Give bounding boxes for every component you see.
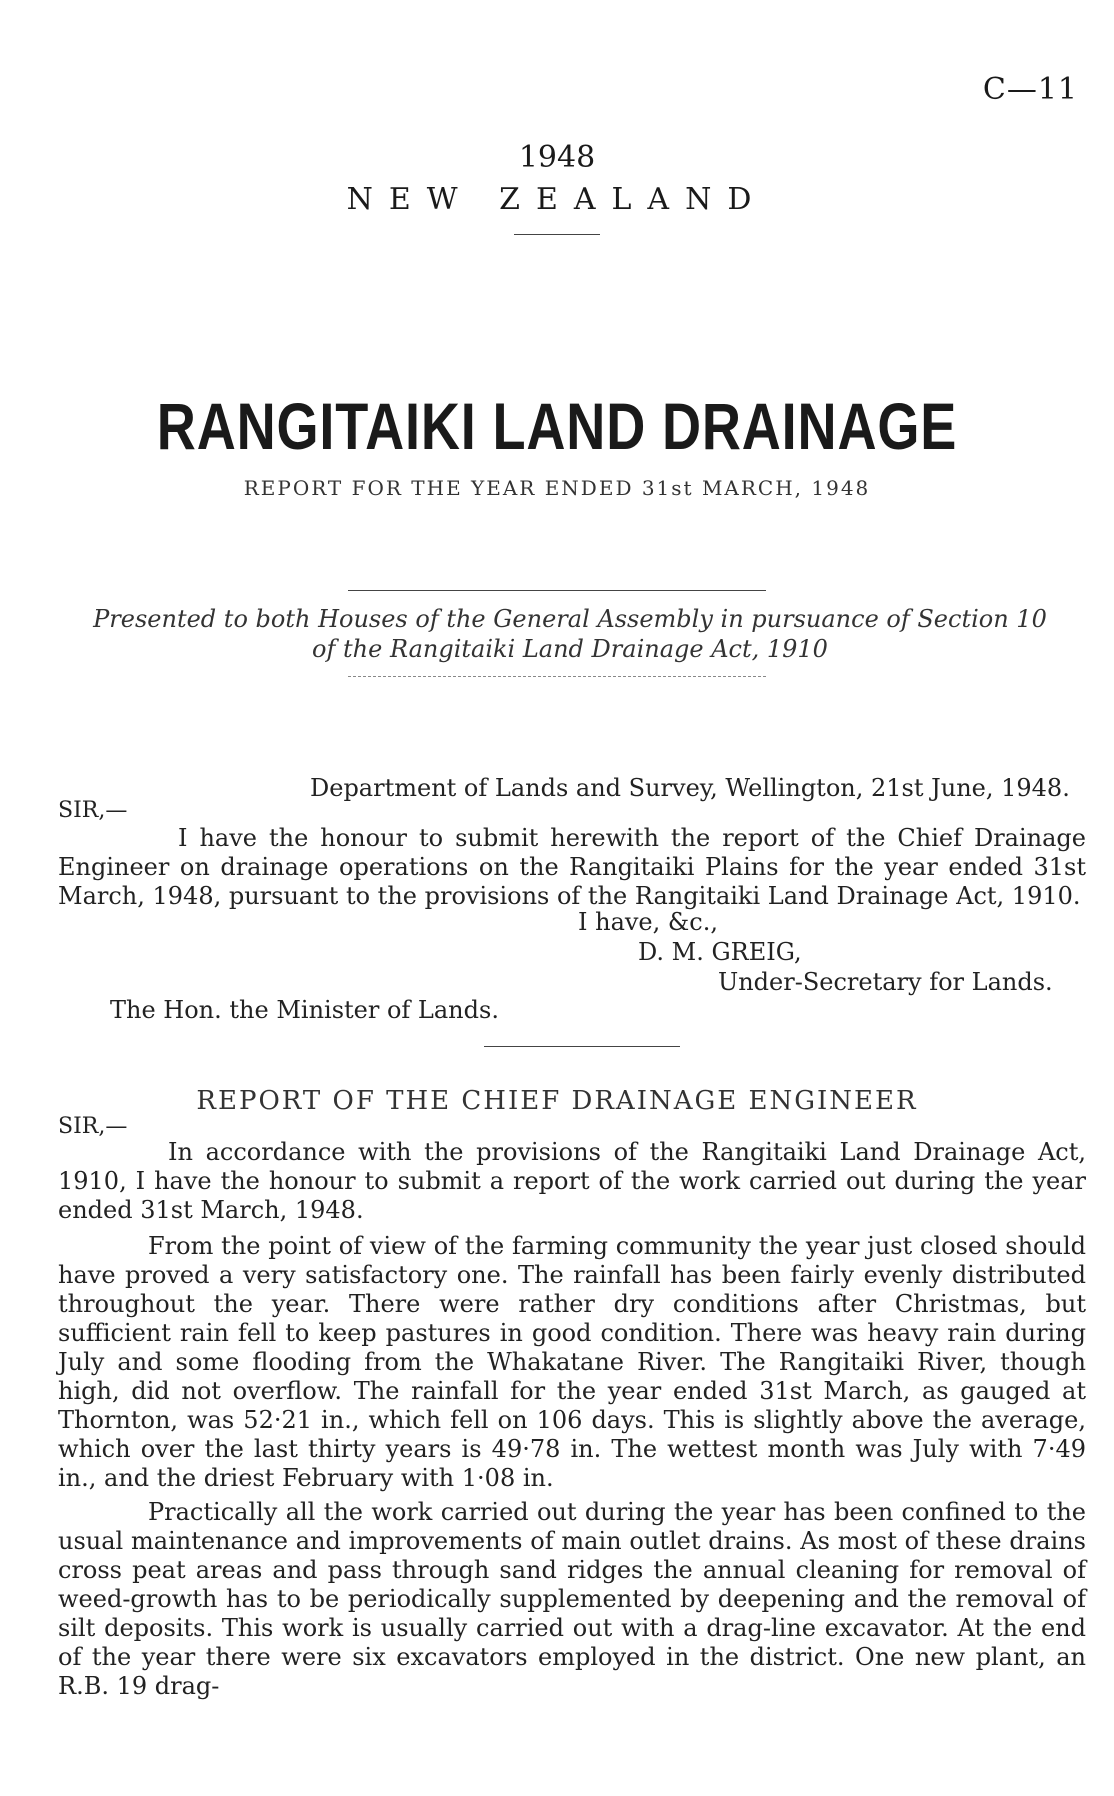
divider	[484, 1046, 680, 1047]
letter-closing: I have, &c.,	[578, 908, 718, 936]
document-title: RANGITAIKI LAND DRAINAGE	[156, 389, 958, 463]
divider	[348, 676, 766, 677]
page-code: C—11	[982, 72, 1078, 107]
report-paragraph: In accordance with the provisions of the Rangitaiki Land Drainage Act, 1910, I have the honour to submit a report of the work carried out during the year ended 31st March, 1948.	[58, 1138, 1086, 1224]
addressee: The Hon. the Minister of Lands.	[110, 996, 499, 1024]
document-subtitle: REPORT FOR THE YEAR ENDED 31st MARCH, 1948	[243, 476, 871, 500]
letter-body: I have the honour to submit herewith the report of the Chief Drainage Engineer on drainage operations on the Rangitaiki Plains for the year ended 31st March, 1948, pursuant to the provisions of the Rangitaiki Land Drainage Act, 1910.	[58, 824, 1086, 910]
year-heading: 1948	[518, 140, 596, 175]
letter-salutation: SIR,—	[58, 798, 128, 823]
divider	[514, 234, 600, 235]
country-heading: NEW ZEALAND	[346, 182, 768, 217]
report-heading: REPORT OF THE CHIEF DRAINAGE ENGINEER	[196, 1086, 918, 1116]
signatory-title: Under-Secretary for Lands.	[718, 968, 1053, 996]
dept-line: Department of Lands and Survey, Wellington, 21st June, 1948.	[310, 774, 1070, 802]
report-paragraph: From the point of view of the farming community the year just closed should have proved a very satisfactory one. The rainfall has been fairly evenly distributed throughout the year. There were rather dry conditions after Christmas, but sufficient rain fell to keep pastures in good condition. There was heavy rain during July and some flooding from the Whakatane River. The Rangitaiki River, though high, did not overflow. The rainfall for the year ended 31st March, as gauged at Thornton, was 52·21 in., which fell on 106 days. This is slightly above the average, which over the last thirty years is 49·78 in. The wettest month was July with 7·49 in., and the driest February with 1·08 in.	[58, 1232, 1086, 1492]
report-paragraph: Practically all the work carried out during the year has been confined to the usual maintenance and improvements of main outlet drains. As most of these drains cross peat areas and pass through sand ridges the annual cleaning for removal of weed-growth has to be periodically supplemented by deepening and the removal of silt deposits. This work is usually carried out with a drag-line excavator. At the end of the year there were six excavators employed in the district. One new plant, an R.B. 19 drag-	[58, 1498, 1086, 1700]
divider	[348, 590, 766, 591]
report-salutation: SIR,—	[58, 1114, 128, 1139]
presentation-note: Presented to both Houses of the General Assembly in pursuance of Section 10 of the Rangitaiki Land Drainage Act, 1910	[93, 605, 1047, 663]
signatory-name: D. M. GREIG,	[638, 938, 802, 966]
